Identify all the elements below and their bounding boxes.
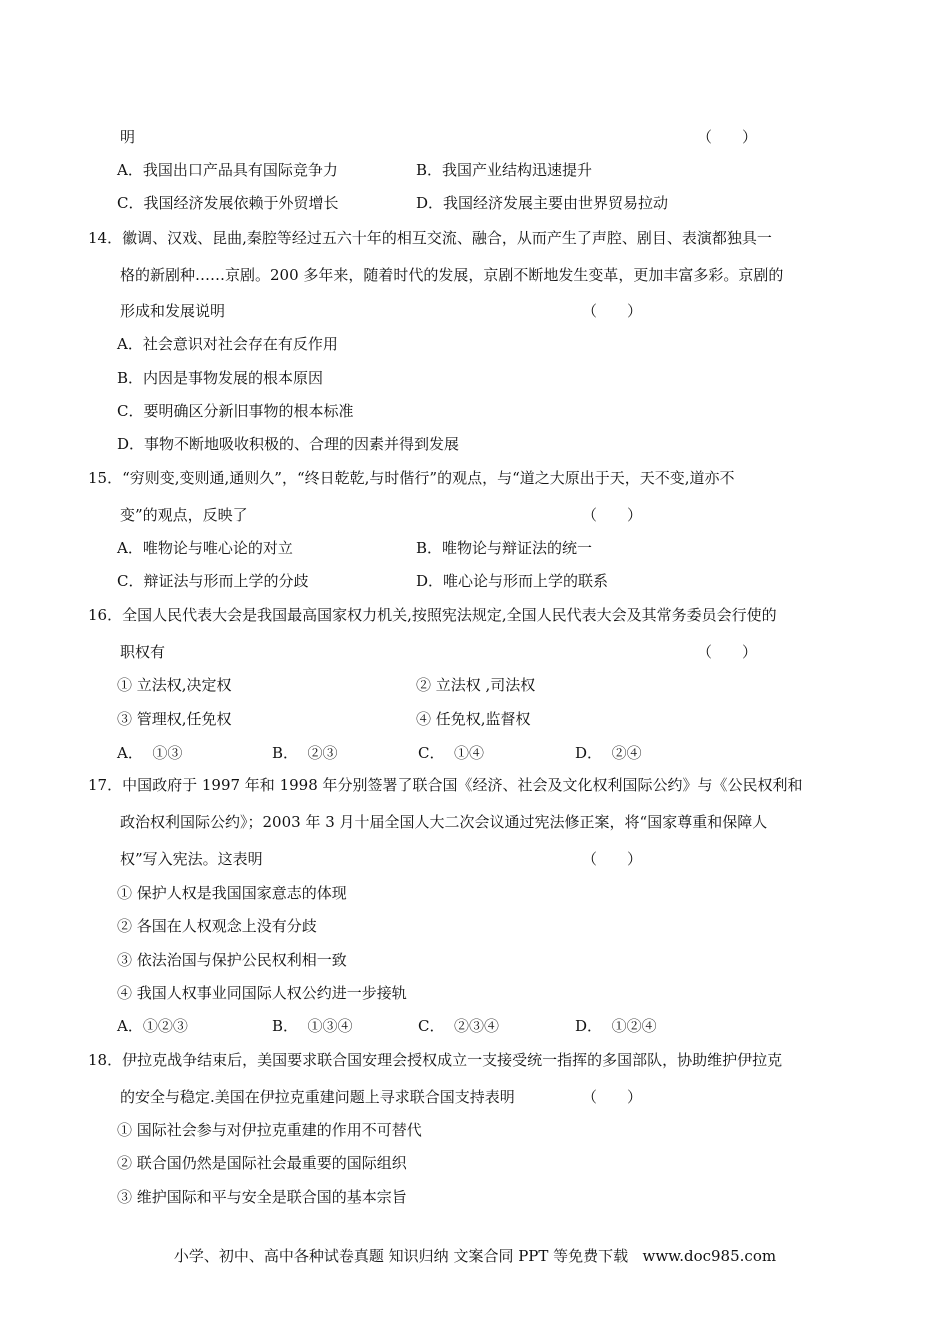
q13-option-d: D．我国经济发展主要由世界贸易拉动 <box>416 194 669 212</box>
q17-option-a: A．①②③ <box>117 1017 188 1035</box>
q15-stem-line-2: 变”的观点，反映了 <box>120 506 248 524</box>
q15-answer-bracket: （ ） <box>582 506 643 524</box>
q17-item-1: ① 保护人权是我国国家意志的体现 <box>117 884 347 902</box>
q13-option-a: A．我国出口产品具有国际竞争力 <box>117 161 338 179</box>
q17-option-c: C． ②③④ <box>418 1017 500 1035</box>
q16-stem-line-1: 16．全国人民代表大会是我国最高国家权力机关,按照宪法规定,全国人民代表大会及其常务委员会行使的 <box>88 606 777 624</box>
q13-answer-bracket: （ ） <box>697 128 758 146</box>
q17-stem-line-3: 权”写入宪法。这表明 <box>120 850 263 868</box>
q16-option-c: C． ①④ <box>418 744 485 762</box>
q18-item-1: ① 国际社会参与对伊拉克重建的作用不可替代 <box>117 1121 422 1139</box>
q16-item-4: ④ 任免权,监督权 <box>416 710 531 728</box>
q17-item-3: ③ 依法治国与保护公民权利相一致 <box>117 951 347 969</box>
q16-option-b: B． ②③ <box>272 744 338 762</box>
page-footer: 小学、初中、高中各种试卷真题 知识归纳 文案合同 PPT 等免费下载 www.doc985.com <box>173 1247 777 1265</box>
q17-option-b: B． ①③④ <box>272 1017 353 1035</box>
q17-stem-line-1: 17．中国政府于 1997 年和 1998 年分别签署了联合国《经济、社会及文化权利国际公约》与《公民权利和 <box>88 776 803 794</box>
q14-stem-line-2: 格的新剧种……京剧。200 多年来，随着时代的发展，京剧不断地发生变革，更加丰富多彩。京剧的 <box>120 266 784 284</box>
q16-item-3: ③ 管理权,任免权 <box>117 710 232 728</box>
q17-answer-bracket: （ ） <box>582 850 643 868</box>
q16-option-a: A． ①③ <box>117 744 183 762</box>
q14-option-a: A．社会意识对社会存在有反作用 <box>117 335 338 353</box>
q16-item-1: ① 立法权,决定权 <box>117 676 232 694</box>
q14-option-b: B．内因是事物发展的根本原因 <box>117 369 324 387</box>
q13-option-b: B．我国产业结构迅速提升 <box>416 161 593 179</box>
q13-option-c: C．我国经济发展依赖于外贸增长 <box>117 194 339 212</box>
q17-option-d: D． ①②④ <box>575 1017 657 1035</box>
q16-answer-bracket: （ ） <box>697 643 758 661</box>
q18-stem-line-2: 的安全与稳定.美国在伊拉克重建问题上寻求联合国支持表明 <box>120 1088 515 1106</box>
q13-stem-continuation: 明 <box>120 128 136 146</box>
q18-item-3: ③ 维护国际和平与安全是联合国的基本宗旨 <box>117 1188 407 1206</box>
q14-stem-line-1: 14．徽调、汉戏、昆曲,秦腔等经过五六十年的相互交流、融合，从而产生了声腔、剧目、表演都独具一 <box>88 229 772 247</box>
q17-item-2: ② 各国在人权观念上没有分歧 <box>117 917 317 935</box>
q17-stem-line-2: 政治权利国际公约》；2003 年 3 月十届全国人大二次会议通过宪法修正案，将“国家尊重和保障人 <box>120 813 768 831</box>
q14-answer-bracket: （ ） <box>582 302 643 320</box>
q14-option-c: C．要明确区分新旧事物的根本标准 <box>117 402 354 420</box>
q16-item-2: ② 立法权 ,司法权 <box>416 676 536 694</box>
q15-option-b: B．唯物论与辩证法的统一 <box>416 539 593 557</box>
q16-option-d: D． ②④ <box>575 744 642 762</box>
q14-option-d: D．事物不断地吸收积极的、合理的因素并得到发展 <box>117 435 460 453</box>
q18-item-2: ② 联合国仍然是国际社会最重要的国际组织 <box>117 1154 407 1172</box>
q14-stem-line-3: 形成和发展说明 <box>120 302 226 320</box>
q15-option-d: D．唯心论与形而上学的联系 <box>416 572 609 590</box>
q15-option-a: A．唯物论与唯心论的对立 <box>117 539 293 557</box>
q15-stem-line-1: 15．“穷则变,变则通,通则久”，“终日乾乾,与时偕行”的观点，与“道之大原出于天，天不变,道亦不 <box>88 469 735 487</box>
q15-option-c: C．辩证法与形而上学的分歧 <box>117 572 309 590</box>
q18-answer-bracket: （ ） <box>582 1088 643 1106</box>
q17-item-4: ④ 我国人权事业同国际人权公约进一步接轨 <box>117 984 407 1002</box>
q16-stem-line-2: 职权有 <box>120 643 166 661</box>
q18-stem-line-1: 18．伊拉克战争结束后，美国要求联合国安理会授权成立一支接受统一指挥的多国部队，协助维护伊拉克 <box>88 1051 783 1069</box>
